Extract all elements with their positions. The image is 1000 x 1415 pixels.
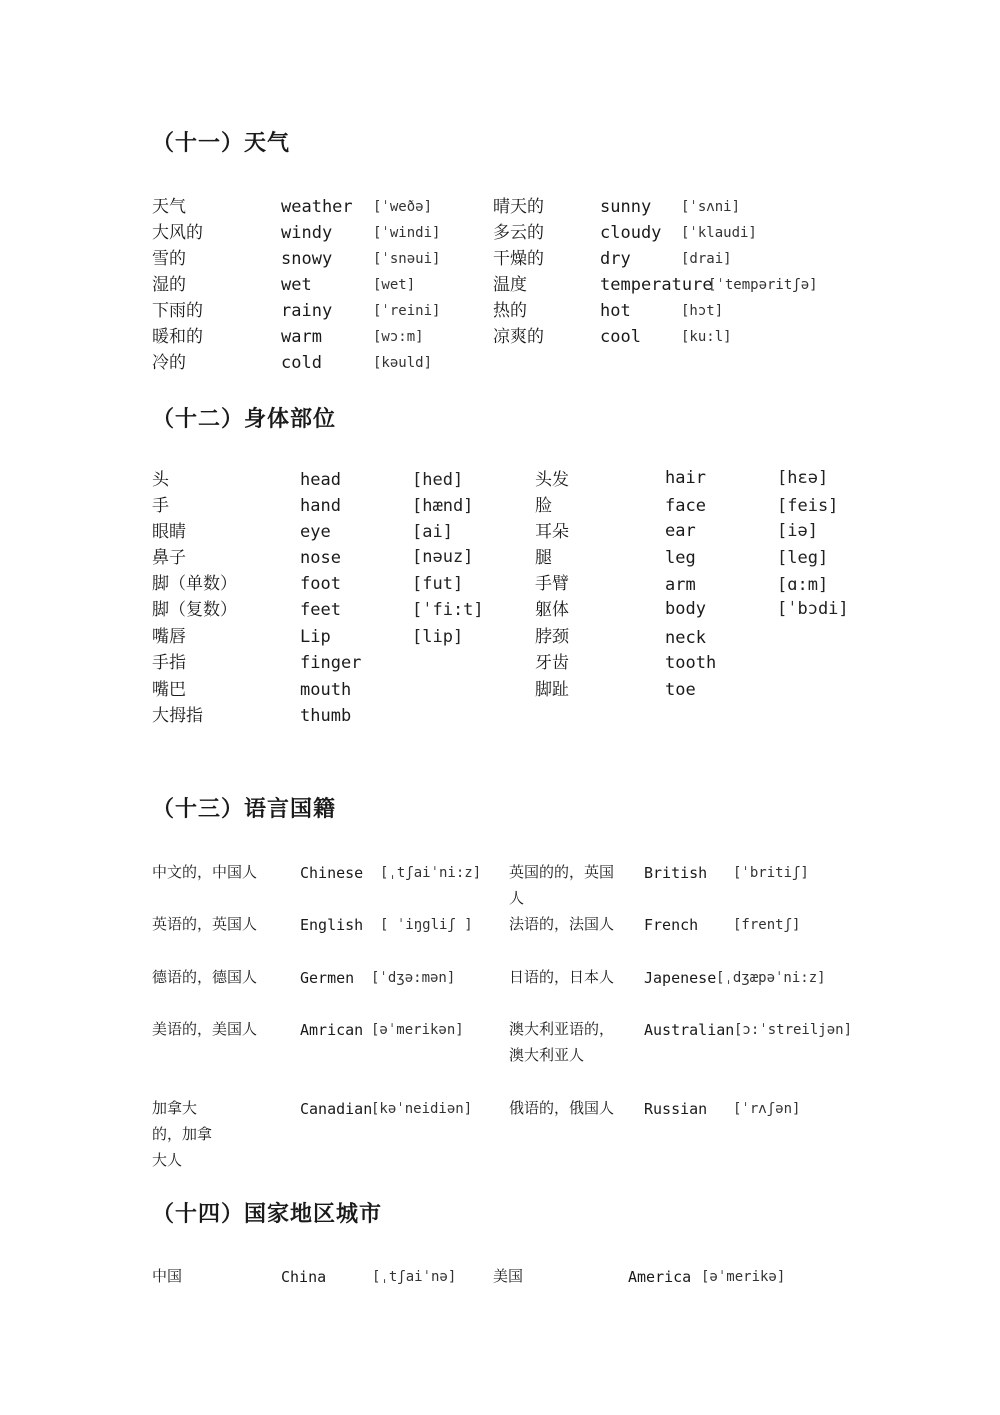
weather-en2: temperature xyxy=(600,275,713,295)
body-zh2: 头发 xyxy=(535,470,569,490)
weather-zh2: 热的 xyxy=(493,301,527,321)
lang-en2: British xyxy=(644,864,708,882)
weather-en: snowy xyxy=(281,249,333,269)
body-zh: 脚（复数） xyxy=(152,600,237,620)
weather-zh: 雪的 xyxy=(152,249,186,269)
body-ph: [ˈfi:t] xyxy=(412,600,484,620)
body-en: head xyxy=(300,470,341,490)
body-en2: face xyxy=(665,496,706,516)
lang-ph2: [ˈbritiʃ] xyxy=(733,865,809,881)
body-ph2: [hɛə] xyxy=(777,468,829,488)
lang-en2: Japenese xyxy=(644,969,717,987)
weather-en: cold xyxy=(281,353,322,373)
lang-en2: French xyxy=(644,916,699,934)
weather-ph: [wɔ:m] xyxy=(373,329,424,345)
body-zh: 头 xyxy=(152,470,169,490)
weather-ph2: [ˈtempəritʃə] xyxy=(708,277,818,293)
weather-en2: hot xyxy=(600,301,631,321)
body-en: feet xyxy=(300,600,341,620)
lang-ph2: [ˈrʌʃən] xyxy=(733,1101,801,1117)
weather-zh2: 多云的 xyxy=(493,223,544,243)
lang-en2: Russian xyxy=(644,1100,708,1118)
weather-en2: sunny xyxy=(600,197,652,217)
body-zh2: 脖颈 xyxy=(535,627,569,647)
weather-en: rainy xyxy=(281,301,333,321)
body-en: hand xyxy=(300,496,341,516)
country-ph2: [əˈmerikə] xyxy=(701,1269,786,1285)
body-en: thumb xyxy=(300,706,352,726)
body-en: mouth xyxy=(300,680,352,700)
lang-en2: Australian xyxy=(644,1021,735,1039)
weather-ph2: [ku:l] xyxy=(681,329,732,345)
lang-ph: [ ˈiŋgliʃ ] xyxy=(380,917,473,933)
body-en2: neck xyxy=(665,628,706,648)
weather-zh2: 温度 xyxy=(493,275,527,295)
body-en2: ear xyxy=(665,521,696,541)
country-en2: America xyxy=(628,1268,692,1286)
section-title-weather: （十一）天气 xyxy=(152,131,291,156)
weather-en2: cool xyxy=(600,327,641,347)
lang-zh: 英语的，英国人 xyxy=(152,915,258,933)
weather-zh: 下雨的 xyxy=(152,301,203,321)
body-en2: toe xyxy=(665,680,696,700)
lang-ph: [ˈdʒə:mən] xyxy=(371,970,456,986)
lang-ph: [əˈmerikən] xyxy=(371,1022,464,1038)
body-zh: 眼睛 xyxy=(152,522,186,542)
weather-zh: 湿的 xyxy=(152,275,186,295)
body-ph: [ai] xyxy=(412,522,453,542)
body-en2: leg xyxy=(665,548,696,568)
weather-zh: 天气 xyxy=(152,197,186,217)
body-zh: 嘴巴 xyxy=(152,680,186,700)
body-ph: [nəuz] xyxy=(412,547,474,567)
weather-en: windy xyxy=(281,223,333,243)
lang-zh2: 英国的的，英国人 xyxy=(509,863,615,907)
weather-ph: [ˈwindi] xyxy=(373,225,441,241)
section-title-languages: （十三）语言国籍 xyxy=(152,797,337,822)
body-ph2: [leg] xyxy=(777,548,829,568)
body-en: Lip xyxy=(300,627,331,647)
body-en2: body xyxy=(665,599,706,619)
body-zh2: 手臂 xyxy=(535,574,569,594)
lang-ph2: [ɔ:ˈstreiljən] xyxy=(734,1022,853,1038)
weather-ph: [ˈreini] xyxy=(373,303,441,319)
lang-en: Chinese xyxy=(300,864,364,882)
body-ph: [lip] xyxy=(412,627,464,647)
lang-ph: [kəˈneidiən] xyxy=(371,1101,473,1117)
body-zh: 鼻子 xyxy=(152,548,186,568)
body-zh: 脚（单数） xyxy=(152,574,237,594)
section-title-body: （十二）身体部位 xyxy=(152,407,337,432)
body-zh: 嘴唇 xyxy=(152,627,186,647)
country-zh: 中国 xyxy=(152,1267,183,1285)
weather-ph2: [ˈsʌni] xyxy=(681,199,741,215)
body-en: eye xyxy=(300,522,331,542)
body-zh: 手指 xyxy=(152,653,186,673)
weather-zh2: 晴天的 xyxy=(493,197,544,217)
country-ph: [ˌtʃaiˈnə] xyxy=(372,1269,457,1285)
lang-ph: [ˌtʃaiˈni:z] xyxy=(380,865,482,881)
body-en: finger xyxy=(300,653,362,673)
lang-en: Amrican xyxy=(300,1021,364,1039)
body-ph2: [ˈbɔdi] xyxy=(777,599,849,619)
weather-ph2: [ˈklaudi] xyxy=(681,225,757,241)
body-ph2: [ɑ:m] xyxy=(777,575,829,595)
weather-zh: 暖和的 xyxy=(152,327,203,347)
weather-ph: [wet] xyxy=(373,277,416,293)
lang-zh: 加拿大的，加拿大人 xyxy=(152,1099,213,1169)
lang-en: Germen xyxy=(300,969,355,987)
body-en2: hair xyxy=(665,468,706,488)
lang-zh: 美语的，美国人 xyxy=(152,1020,258,1038)
lang-zh2: 俄语的，俄国人 xyxy=(509,1099,615,1117)
lang-zh: 中文的，中国人 xyxy=(152,863,258,881)
lang-zh: 德语的，德国人 xyxy=(152,968,258,986)
body-zh: 大拇指 xyxy=(152,706,203,726)
section-title-countries: （十四）国家地区城市 xyxy=(152,1202,383,1227)
body-ph: [fut] xyxy=(412,574,464,594)
lang-zh2: 澳大利亚语的，澳大利亚人 xyxy=(509,1020,615,1064)
weather-zh2: 凉爽的 xyxy=(493,327,544,347)
weather-en: weather xyxy=(281,197,353,217)
body-zh2: 脸 xyxy=(535,496,552,516)
weather-en2: cloudy xyxy=(600,223,662,243)
weather-ph2: [drai] xyxy=(681,251,732,267)
weather-zh: 冷的 xyxy=(152,353,186,373)
weather-ph: [ˈsnəui] xyxy=(373,251,441,267)
country-en: China xyxy=(281,1268,327,1286)
body-zh2: 躯体 xyxy=(535,600,569,620)
lang-ph2: [ˌdʒæpəˈni:z] xyxy=(716,970,826,986)
body-en: foot xyxy=(300,574,341,594)
lang-en: Canadian xyxy=(300,1100,373,1118)
weather-ph2: [hɔt] xyxy=(681,303,724,319)
weather-en: wet xyxy=(281,275,312,295)
body-zh: 手 xyxy=(152,496,169,516)
lang-zh2: 日语的，日本人 xyxy=(509,968,615,986)
body-zh2: 腿 xyxy=(535,548,552,568)
weather-ph: [ˈweðə] xyxy=(373,199,433,215)
weather-ph: [kəuld] xyxy=(373,355,433,371)
lang-en: English xyxy=(300,916,364,934)
body-zh2: 耳朵 xyxy=(535,522,569,542)
body-en2: arm xyxy=(665,575,696,595)
lang-ph2: [frentʃ] xyxy=(733,917,801,933)
country-zh2: 美国 xyxy=(493,1267,524,1285)
weather-en: warm xyxy=(281,327,322,347)
weather-zh2: 干燥的 xyxy=(493,249,544,269)
body-ph: [hed] xyxy=(412,470,464,490)
body-en2: tooth xyxy=(665,653,717,673)
body-ph2: [iə] xyxy=(777,521,818,541)
body-en: nose xyxy=(300,548,341,568)
weather-zh: 大风的 xyxy=(152,223,203,243)
body-ph: [hænd] xyxy=(412,496,474,516)
body-zh2: 脚趾 xyxy=(535,680,569,700)
body-ph2: [feis] xyxy=(777,496,839,516)
lang-zh2: 法语的，法国人 xyxy=(509,915,615,933)
body-zh2: 牙齿 xyxy=(535,653,569,673)
weather-en2: dry xyxy=(600,249,631,269)
